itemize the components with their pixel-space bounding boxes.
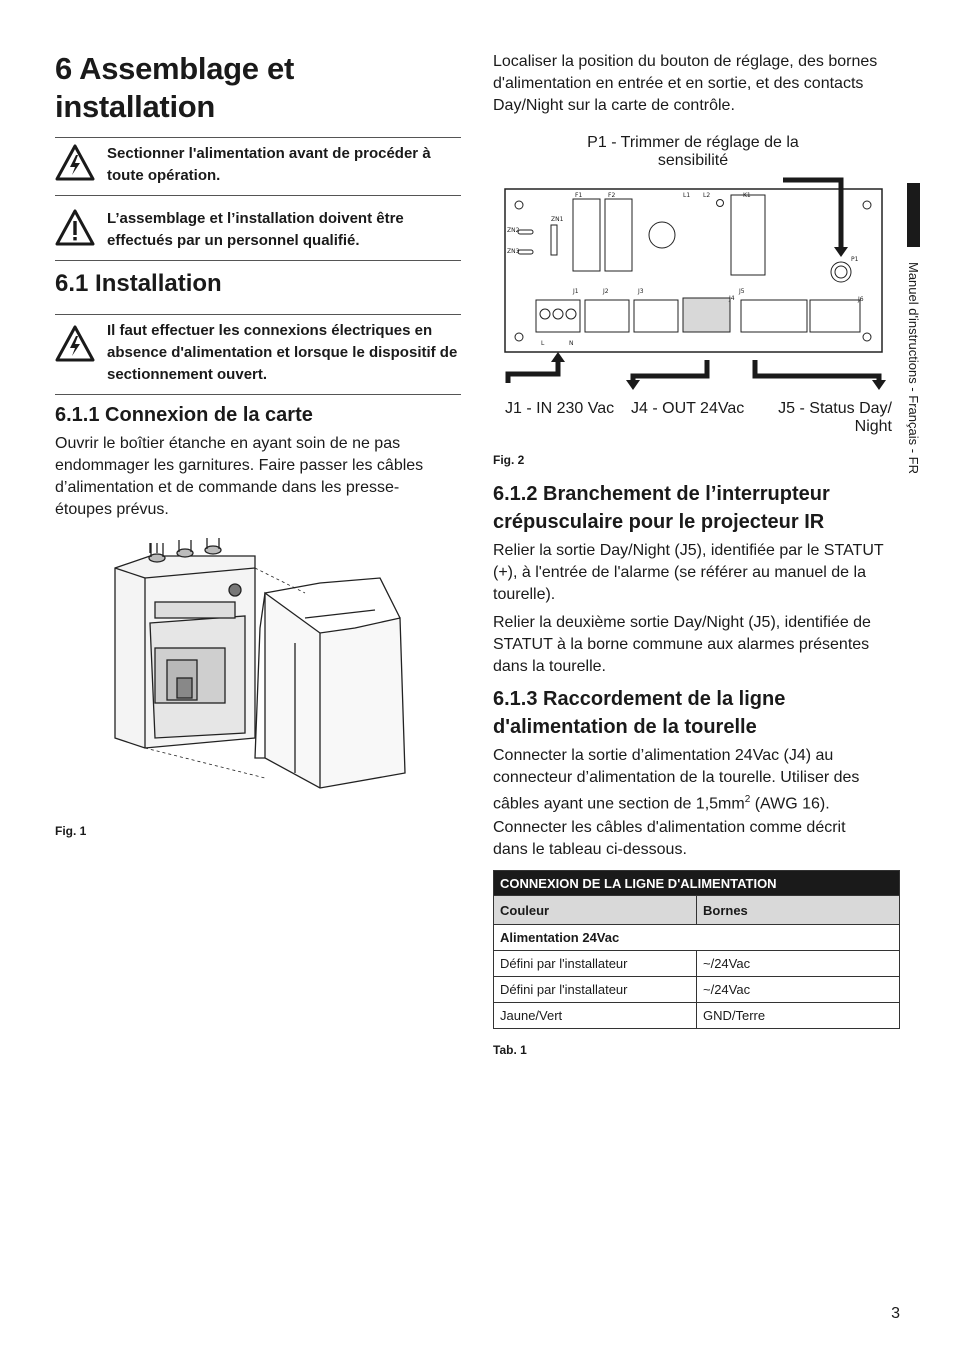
divider	[55, 195, 461, 196]
electric-hazard-icon	[55, 324, 95, 364]
section-6-1-title: 6.1 Installation	[55, 270, 222, 297]
control-board-diagram	[503, 175, 893, 390]
board-mark: J1	[573, 288, 579, 295]
board-mark: J3	[638, 288, 644, 295]
table-header-bornes: Bornes	[697, 896, 900, 925]
section-6-1-1-title: 6.1.1 Connexion de la carte	[55, 404, 313, 426]
j1-label: J1 - IN 230 Vac	[505, 400, 615, 417]
j4-label: J4 - OUT 24Vac	[631, 400, 745, 417]
paragraph-6-1-2-b: Relier la deuxième sortie Day/Night (J5), identifiée de STATUT à la borne commune aux alarmes présentes dans la tourelle.	[493, 614, 871, 675]
paragraph-6-1-1: Ouvrir le boîtier étanche en ayant soin de ne pas endommager les garnitures. Faire passer les câbles d’alimentation et de commande dans les presse-étoupes prévus.	[55, 435, 424, 518]
section-6-1-3-title: 6.1.3 Raccordement de la ligne d'alimentation de la tourelle	[493, 688, 786, 738]
table-header-couleur: Couleur	[494, 896, 697, 925]
paragraph-6-1-3-a: Connecter la sortie d’alimentation 24Vac (J4) au connecteur d’alimentation de la tourelle. Utiliser des câbles ayant une section de $1,5mm^2$ (AWG 16).	[493, 747, 860, 813]
warning-box-1	[55, 143, 461, 193]
table-group-row: Alimentation 24Vac	[494, 925, 900, 951]
board-mark: ZN3	[507, 248, 520, 255]
intro-paragraph: Localiser la position du bouton de réglage, des bornes d'alimentation en entrée et en sortie, et des contacts Day/Night sur la carte de contrôle.	[493, 53, 878, 114]
divider	[55, 137, 461, 138]
warning-box-3	[55, 320, 461, 386]
chapter-title: 6 Assemblage et installation	[55, 51, 295, 124]
table-row: Défini par l'installateur ~/24Vac	[494, 951, 900, 977]
section-6-1-2-title: 6.1.2 Branchement de l’interrupteur crépusculaire pour le projecteur IR	[493, 483, 830, 533]
power-line-table	[493, 870, 900, 1029]
warning-icon	[55, 208, 95, 248]
warning-text-3: Il faut effectuer les connexions électriques en absence d'alimentation et lorsque le dispositif de sectionnement ouvert.	[107, 322, 458, 383]
board-mark: F2	[608, 192, 616, 199]
table-row: Jaune/Vert GND/Terre	[494, 1003, 900, 1029]
divider	[55, 260, 461, 261]
fig1-caption: Fig. 1	[55, 824, 87, 838]
warning-text-1: Sectionner l'alimentation avant de procéder à toute opération.	[107, 145, 431, 184]
board-mark: L1	[683, 192, 691, 199]
j5-label: J5 - Status Day/ Night	[778, 400, 892, 435]
fig2-caption: Fig. 2	[493, 453, 525, 467]
board-mark: N	[569, 340, 574, 347]
electric-hazard-icon	[55, 143, 95, 183]
page-number: 3	[891, 1305, 900, 1322]
divider	[55, 394, 461, 395]
paragraph-6-1-3-b: Connecter les câbles d'alimentation comme décrit dans le tableau ci-dessous.	[493, 819, 846, 858]
warning-text-2: L’assemblage et l’installation doivent être effectués par un personnel qualifié.	[107, 210, 404, 249]
board-mark: ZN1	[551, 216, 564, 223]
tab1-caption: Tab. 1	[493, 1043, 527, 1057]
board-mark: L2	[703, 192, 711, 199]
board-mark: J6	[858, 296, 864, 303]
table-row: Défini par l'installateur ~/24Vac	[494, 977, 900, 1003]
table-title: CONNEXION DE LA LIGNE D'ALIMENTATION	[494, 871, 900, 896]
board-mark: ZN2	[507, 227, 520, 234]
p1-label: P1 - Trimmer de réglage de la sensibilité	[587, 134, 799, 169]
warning-box-2	[55, 208, 461, 258]
board-mark: J4	[729, 295, 735, 302]
chapter-tab-marker	[907, 183, 920, 247]
divider	[55, 314, 461, 315]
paragraph-6-1-2-a: Relier la sortie Day/Night (J5), identifiée par le STATUT (+), à l'entrée de l'alarme (se référer au manuel de la tourelle).	[493, 542, 884, 603]
board-mark: P1	[851, 256, 859, 263]
board-mark: L	[541, 340, 545, 347]
board-mark: J2	[603, 288, 609, 295]
board-mark: F1	[575, 192, 583, 199]
side-label: Manuel d'instructions - Français - FR	[906, 262, 921, 474]
enclosure-illustration	[105, 538, 420, 803]
board-mark: K1	[743, 192, 751, 199]
board-mark: J5	[739, 288, 745, 295]
